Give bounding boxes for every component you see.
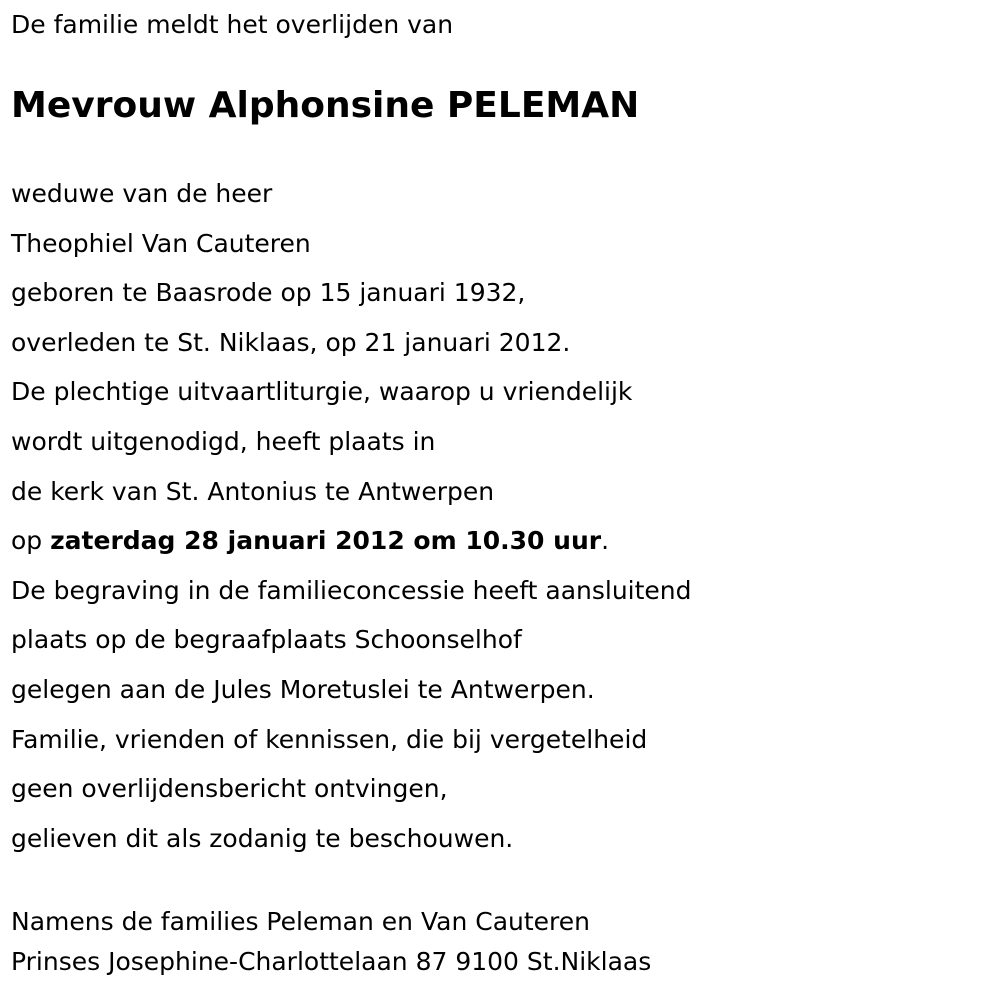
deceased-name: Mevrouw Alphonsine PELEMAN <box>11 85 640 126</box>
on-behalf-line: Namens de families Peleman en Van Cauteren <box>11 907 590 936</box>
burial-line-1: De begraving in de familieconcessie heeft aansluitend <box>11 575 692 605</box>
widow-of-line: weduwe van de heer <box>11 179 273 208</box>
burial-line-3: gelegen aan de Jules Moretuslei te Antwerpen. <box>11 674 595 704</box>
note-line-1: Familie, vrienden of kennissen, die bij vergetelheid <box>11 724 648 754</box>
liturgy-line-1: De plechtige uitvaartliturgie, waarop u vriendelijk <box>11 377 633 407</box>
intro-text: De familie meldt het overlijden van <box>11 10 454 39</box>
address-line: Prinses Josephine-Charlottelaan 87 9100 St.Niklaas <box>11 947 652 976</box>
born-line: geboren te Baasrode op 15 januari 1932, <box>11 278 526 308</box>
service-date-time: zaterdag 28 januari 2012 om 10.30 uur <box>50 526 602 556</box>
service-date-suffix: . <box>601 526 610 556</box>
notice-body <box>11 178 692 872</box>
church-line: de kerk van St. Antonius te Antwerpen <box>11 476 495 506</box>
notice-footer <box>11 902 651 982</box>
died-line: overleden te St. Niklaas, op 21 januari 2012. <box>11 327 571 357</box>
liturgy-line-2: wordt uitgenodigd, heeft plaats in <box>11 426 436 456</box>
service-date-line <box>11 525 692 575</box>
service-date-prefix: op <box>11 526 51 556</box>
note-line-2: geen overlijdensbericht ontvingen, <box>11 774 448 804</box>
husband-line: Theophiel Van Cauteren <box>11 228 311 258</box>
note-line-3: gelieven dit als zodanig te beschouwen. <box>11 823 514 853</box>
burial-line-2: plaats op de begraafplaats Schoonselhof <box>11 625 522 655</box>
